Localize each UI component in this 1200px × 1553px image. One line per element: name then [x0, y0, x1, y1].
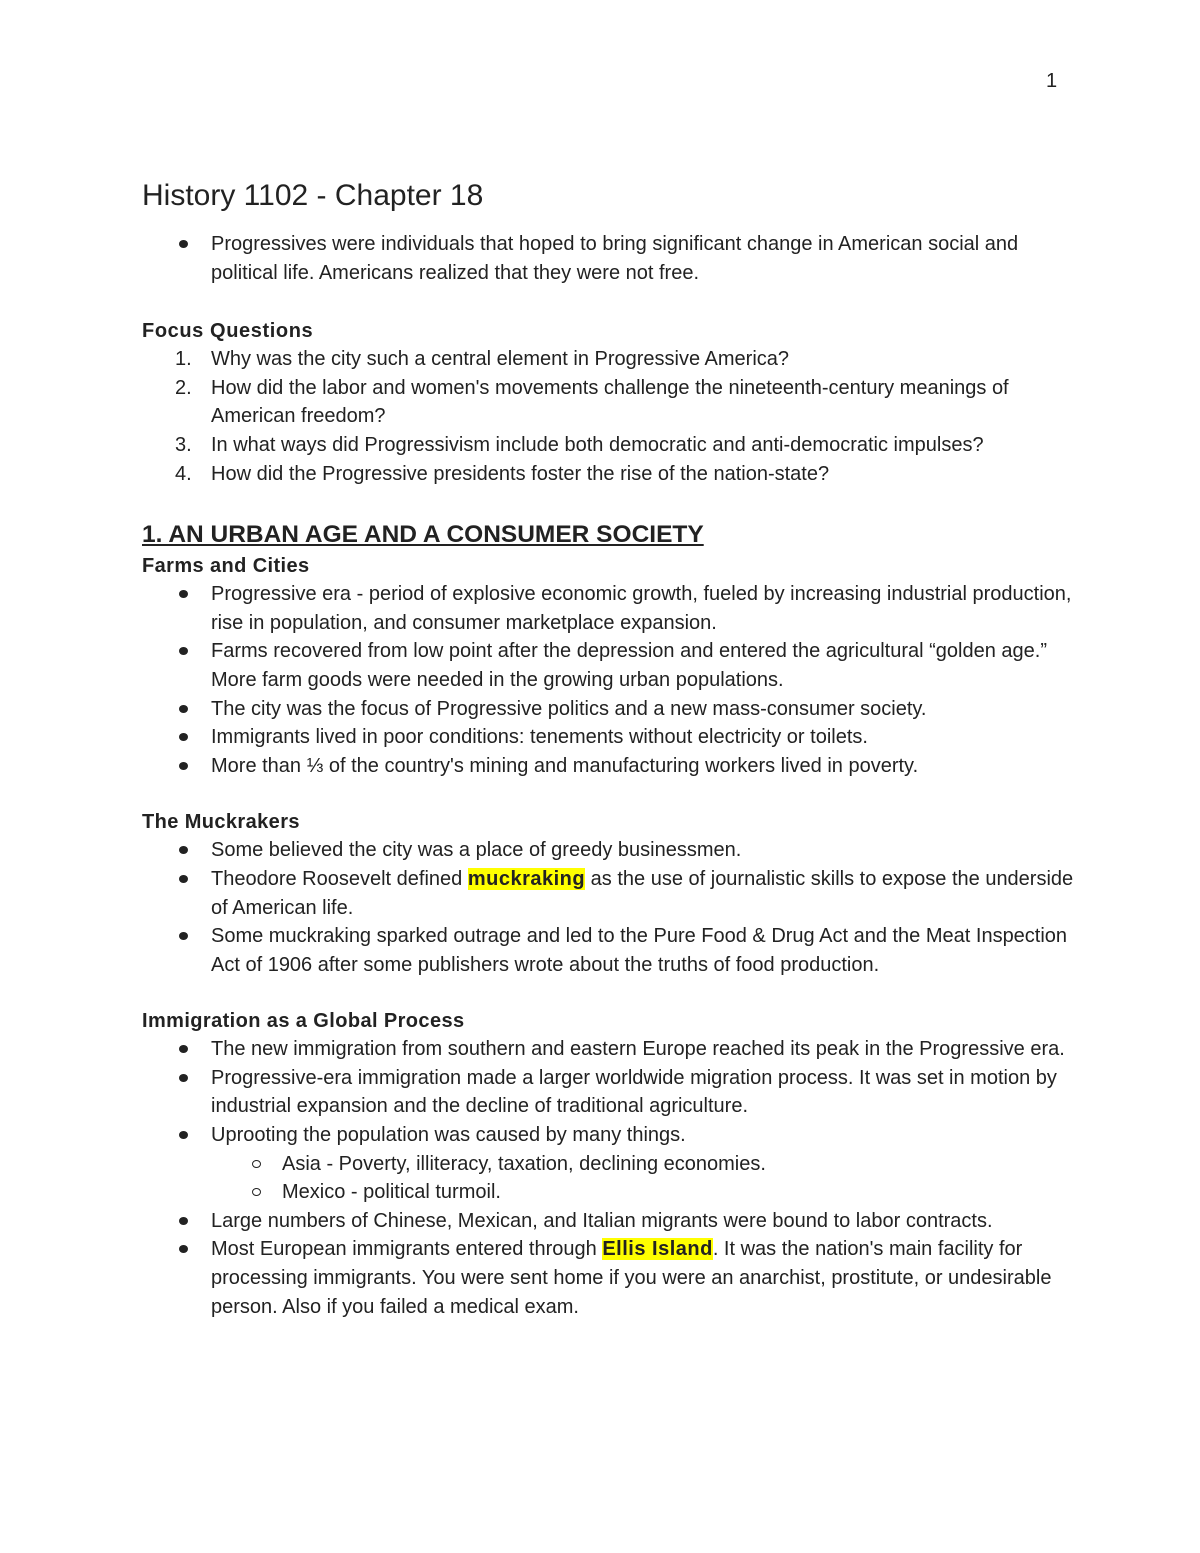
document-body [142, 176, 1082, 1321]
list-item: Some muckraking sparked outrage and led to the Pure Food & Drug Act and the Meat Inspection Act of 1906 after some publishers wrote about the truths of food production. [142, 922, 1082, 979]
bullet-icon [179, 590, 188, 598]
focus-questions-list [142, 345, 1082, 488]
highlighted-term: muckraking [467, 867, 586, 890]
bullet-icon [179, 846, 188, 854]
bullet-icon [179, 1131, 188, 1139]
list-item: 1. Why was the city such a central element in Progressive America? [175, 348, 790, 371]
bullet-icon [179, 647, 188, 655]
immigration-heading: Immigration as a Global Process [142, 1010, 465, 1033]
circle-bullet-icon [252, 1160, 261, 1168]
list-item: Progressives were individuals that hoped to bring significant change in American social and political life. Americans realized that they were not free. [142, 230, 1082, 287]
bullet-icon [179, 762, 188, 770]
list-item: 4. How did the Progressive presidents foster the rise of the nation-state? [175, 462, 830, 485]
document-title: History 1102 - Chapter 18 [142, 179, 484, 212]
bullet-icon [179, 875, 188, 883]
list-item: 2. How did the labor and women's movements challenge the nineteenth-century meanings of American freedom? [175, 376, 1009, 428]
intro-list [142, 230, 1082, 287]
list-item: More than ⅓ of the country's mining and manufacturing workers lived in poverty. [142, 752, 1082, 781]
bullet-icon [179, 733, 188, 741]
bullet-icon [179, 932, 188, 940]
bullet-icon [179, 1045, 188, 1053]
farms-cities-heading: Farms and Cities [142, 555, 310, 578]
bullet-icon [179, 240, 188, 248]
focus-questions-heading: Focus Questions [142, 320, 314, 343]
muckrakers-heading: The Muckrakers [142, 811, 300, 834]
list-item: Most European immigrants entered through Ellis Island. It was the nation's main facility for processing immigrants. You were sent home if you were an anarchist, prostitute, or undesirable person. Also if you failed a medical exam. [142, 1235, 1082, 1321]
list-item: Uprooting the population was caused by many things. [142, 1121, 1082, 1150]
bullet-icon [179, 705, 188, 713]
bullet-icon [179, 1217, 188, 1225]
page-number: 1 [1046, 70, 1058, 92]
sub-list-item: Mexico - political turmoil. [142, 1178, 1082, 1207]
immigration-list [142, 1035, 1082, 1321]
highlighted-term: Ellis Island [602, 1238, 713, 1261]
bullet-icon [179, 1245, 188, 1253]
list-item: Progressive era - period of explosive economic growth, fueled by increasing industrial production, rise in population, and consumer marketplace expansion. [142, 580, 1082, 637]
section-heading: 1. AN URBAN AGE AND A CONSUMER SOCIETY [142, 521, 704, 549]
sub-list-item: Asia - Poverty, illiteracy, taxation, declining economies. [142, 1150, 1082, 1179]
list-item: Immigrants lived in poor conditions: tenements without electricity or toilets. [142, 723, 1082, 752]
list-item: The city was the focus of Progressive politics and a new mass-consumer society. [142, 695, 1082, 724]
list-item: Some believed the city was a place of greedy businessmen. [142, 836, 1082, 865]
list-item: Farms recovered from low point after the depression and entered the agricultural “golden age.” More farm goods were needed in the growing urban populations. [142, 637, 1082, 694]
bullet-icon [179, 1074, 188, 1082]
list-item: The new immigration from southern and eastern Europe reached its peak in the Progressive era. [142, 1035, 1082, 1064]
farms-cities-list [142, 580, 1082, 780]
list-item: 3. In what ways did Progressivism include both democratic and anti-democratic impulses? [175, 433, 984, 456]
list-item: Large numbers of Chinese, Mexican, and Italian migrants were bound to labor contracts. [142, 1207, 1082, 1236]
list-item: Progressive-era immigration made a larger worldwide migration process. It was set in motion by industrial expansion and the decline of traditional agriculture. [142, 1064, 1082, 1121]
circle-bullet-icon [252, 1188, 261, 1196]
muckrakers-list [142, 836, 1082, 979]
list-item: Theodore Roosevelt defined muckraking as the use of journalistic skills to expose the underside of American life. [142, 865, 1082, 922]
